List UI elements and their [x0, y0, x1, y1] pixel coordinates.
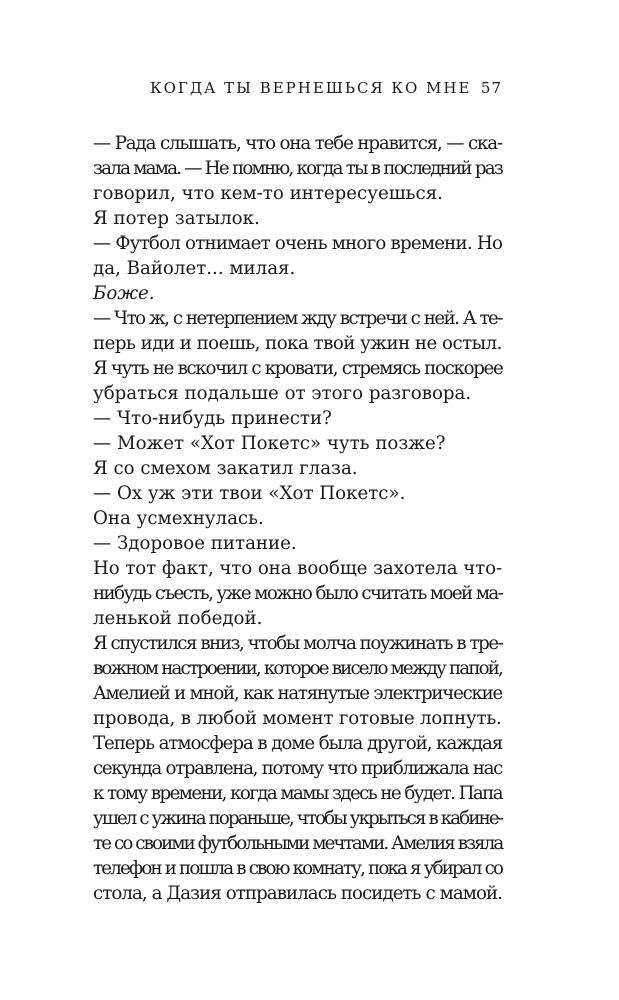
text-line: — Футбол отнимает очень много времени. Но [93, 233, 503, 254]
paragraph [93, 631, 502, 731]
page-number: 57 [480, 79, 502, 97]
paragraph [93, 456, 502, 481]
text-line: — Ох уж эти твои «Хот Покетс». [93, 483, 406, 504]
paragraph [93, 431, 502, 456]
paragraph [93, 731, 502, 906]
running-head [92, 79, 502, 101]
text-line: да, Вайолет... милая. [93, 258, 296, 279]
text-line: зала мама. — Не помню, когда ты в последний раз [93, 158, 502, 179]
text-line: Но тот факт, что она вообще захотела что- [93, 558, 502, 579]
text-line: вожном настроении, которое висело между папой, [93, 658, 502, 679]
paragraph [93, 481, 502, 506]
text-line: телефон и пошла в свою комнату, пока я убирал со [93, 858, 503, 879]
paragraph [93, 231, 502, 281]
text-line: — Рада слышать, что она тебе нравится, — ска- [93, 133, 502, 154]
text-line-italic: Боже. [93, 283, 155, 304]
text-line: Я чуть не вскочил с кровати, стремясь поскорее [93, 358, 503, 379]
text-line: — Здоровое питание. [93, 533, 297, 554]
text-line: — Что ж, с нетерпением жду встречи с ней. А те- [93, 308, 502, 329]
paragraph [93, 356, 502, 406]
paragraph [93, 131, 502, 206]
paragraph [93, 531, 502, 556]
text-line: говорил, что кем-то интересуешься. [93, 183, 443, 204]
text-line: перь иди и поешь, пока твой ужин не остыл. [93, 333, 502, 354]
text-line: — Может «Хот Покетс» чуть позже? [93, 433, 446, 454]
text-line: ленькой победой. [93, 608, 263, 629]
text-line: Она усмехнулась. [93, 508, 264, 529]
text-line: Я потер затылок. [93, 208, 260, 229]
text-line: Я со смехом закатил глаза. [93, 458, 358, 479]
text-line: секунда отравлена, потому что приближала нас [93, 758, 502, 779]
text-line: провода, в любой момент готовые лопнуть. [93, 708, 502, 729]
paragraph [93, 281, 502, 306]
body-text [93, 131, 502, 906]
text-line: Я спустился вниз, чтобы молча поужинать в тре- [93, 633, 503, 654]
text-line: стола, а Дазия отправилась посидеть с мамой. [93, 883, 502, 904]
paragraph [93, 506, 502, 531]
text-line: Теперь атмосфера в доме была другой, каждая [93, 733, 503, 754]
text-line: убраться подальше от этого разговора. [93, 383, 472, 404]
text-line: — Что-нибудь принести? [93, 408, 332, 429]
text-line: те со своими футбольными мечтами. Амелия взяла [93, 833, 503, 854]
paragraph [93, 306, 502, 356]
text-line: к тому времени, когда мамы здесь не будет. Папа [93, 783, 502, 804]
paragraph [93, 406, 502, 431]
paragraph [93, 556, 502, 631]
text-line: нибудь съесть, уже можно было считать моей ма- [93, 583, 503, 604]
running-head-title: КОГДА ТЫ ВЕРНЕШЬСЯ КО МНЕ [150, 79, 472, 97]
paragraph [93, 206, 502, 231]
text-line: ушел с ужина пораньше, чтобы укрыться в кабине- [93, 808, 502, 829]
text-line: Амелией и мной, как натянутые электрические [93, 683, 502, 704]
